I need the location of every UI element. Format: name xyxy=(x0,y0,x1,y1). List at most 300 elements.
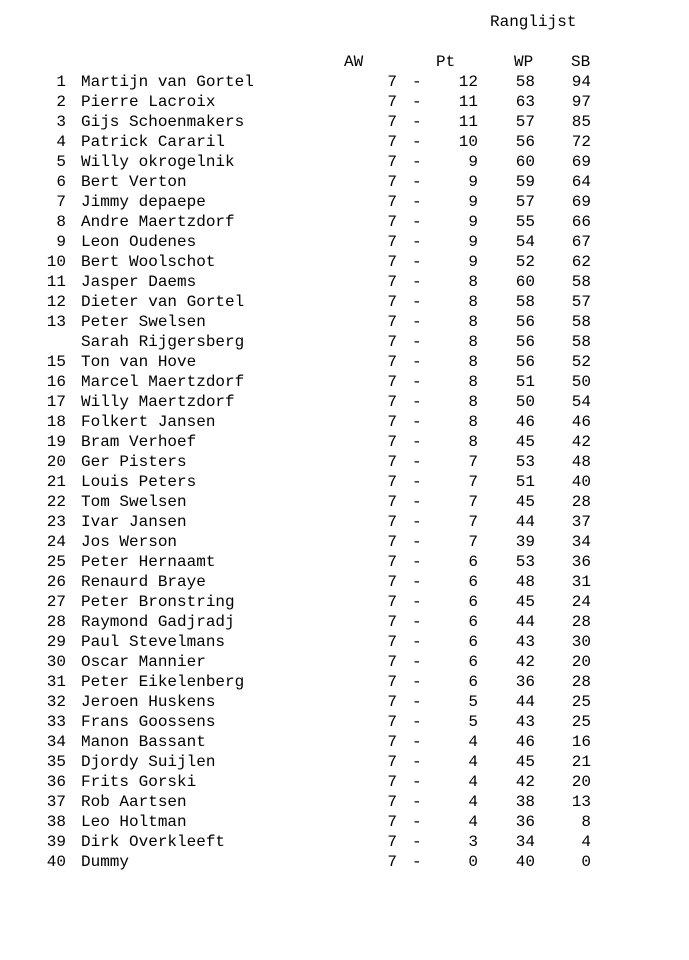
pt-cell: 9 xyxy=(468,213,478,231)
table-row xyxy=(0,573,689,593)
wp-cell: 45 xyxy=(515,753,535,771)
wp-cell: 38 xyxy=(515,793,535,811)
pt-cell: 9 xyxy=(468,193,478,211)
sb-cell: 85 xyxy=(571,113,591,131)
wp-cell: 45 xyxy=(515,493,535,511)
aw-cell: 7 xyxy=(387,753,397,771)
separator-dash: - xyxy=(412,613,422,631)
name-cell: Bram Verhoef xyxy=(81,433,197,451)
name-cell: Jeroen Huskens xyxy=(81,693,216,711)
name-cell: Renaurd Braye xyxy=(81,573,206,591)
table-row xyxy=(0,733,689,753)
pt-cell: 6 xyxy=(468,573,478,591)
rank-cell: 17 xyxy=(46,393,66,411)
rank-cell: 4 xyxy=(56,133,66,151)
rank-cell: 1 xyxy=(56,73,66,91)
wp-cell: 54 xyxy=(515,233,535,251)
pt-cell: 8 xyxy=(468,333,478,351)
sb-cell: 69 xyxy=(571,153,591,171)
aw-cell: 7 xyxy=(387,673,397,691)
aw-cell: 7 xyxy=(387,93,397,111)
name-cell: Peter Eikelenberg xyxy=(81,673,245,691)
sb-cell: 24 xyxy=(571,593,591,611)
aw-cell: 7 xyxy=(387,313,397,331)
table-row xyxy=(0,273,689,293)
separator-dash: - xyxy=(412,233,422,251)
sb-cell: 31 xyxy=(571,573,591,591)
sb-cell: 28 xyxy=(571,613,591,631)
aw-cell: 7 xyxy=(387,853,397,871)
aw-cell: 7 xyxy=(387,213,397,231)
table-row xyxy=(0,353,689,373)
name-cell: Leo Holtman xyxy=(81,813,187,831)
sb-cell: 25 xyxy=(571,693,591,711)
rank-cell: 38 xyxy=(46,813,66,831)
wp-cell: 42 xyxy=(515,773,535,791)
aw-cell: 7 xyxy=(387,133,397,151)
page-title: Ranglijst xyxy=(490,13,577,31)
sb-cell: 57 xyxy=(571,293,591,311)
separator-dash: - xyxy=(412,213,422,231)
separator-dash: - xyxy=(412,753,422,771)
table-row xyxy=(0,673,689,693)
sb-cell: 97 xyxy=(571,93,591,111)
sb-cell: 46 xyxy=(571,413,591,431)
sb-cell: 69 xyxy=(571,193,591,211)
rank-cell: 16 xyxy=(46,373,66,391)
rank-cell: 33 xyxy=(46,713,66,731)
table-row xyxy=(0,73,689,93)
table-row xyxy=(0,173,689,193)
pt-cell: 5 xyxy=(468,693,478,711)
sb-cell: 52 xyxy=(571,353,591,371)
sb-cell: 58 xyxy=(571,273,591,291)
rank-cell: 10 xyxy=(46,253,66,271)
pt-cell: 11 xyxy=(458,113,478,131)
aw-cell: 7 xyxy=(387,833,397,851)
pt-cell: 6 xyxy=(468,593,478,611)
rank-cell: 15 xyxy=(46,353,66,371)
rank-cell: 29 xyxy=(46,633,66,651)
wp-cell: 40 xyxy=(515,853,535,871)
sb-cell: 67 xyxy=(571,233,591,251)
pt-cell: 8 xyxy=(468,413,478,431)
table-row xyxy=(0,193,689,213)
sb-cell: 8 xyxy=(581,813,591,831)
name-cell: Willy Maertzdorf xyxy=(81,393,235,411)
rank-cell: 31 xyxy=(46,673,66,691)
table-row xyxy=(0,393,689,413)
table-row xyxy=(0,553,689,573)
rank-cell: 36 xyxy=(46,773,66,791)
aw-cell: 7 xyxy=(387,293,397,311)
table-row xyxy=(0,453,689,473)
rank-cell: 30 xyxy=(46,653,66,671)
separator-dash: - xyxy=(412,593,422,611)
aw-cell: 7 xyxy=(387,413,397,431)
separator-dash: - xyxy=(412,773,422,791)
aw-cell: 7 xyxy=(387,253,397,271)
separator-dash: - xyxy=(412,833,422,851)
pt-cell: 8 xyxy=(468,373,478,391)
aw-cell: 7 xyxy=(387,473,397,491)
table-row xyxy=(0,813,689,833)
wp-cell: 57 xyxy=(515,113,535,131)
separator-dash: - xyxy=(412,653,422,671)
aw-cell: 7 xyxy=(387,653,397,671)
pt-cell: 3 xyxy=(468,833,478,851)
sb-cell: 4 xyxy=(581,833,591,851)
aw-cell: 7 xyxy=(387,793,397,811)
pt-cell: 4 xyxy=(468,773,478,791)
name-cell: Dummy xyxy=(81,853,130,871)
table-row xyxy=(0,773,689,793)
pt-cell: 8 xyxy=(468,293,478,311)
table-row xyxy=(0,373,689,393)
table-row xyxy=(0,793,689,813)
rank-cell: 5 xyxy=(56,153,66,171)
rank-cell: 35 xyxy=(46,753,66,771)
rank-cell: 18 xyxy=(46,413,66,431)
rank-cell: 21 xyxy=(46,473,66,491)
table-row xyxy=(0,473,689,493)
aw-cell: 7 xyxy=(387,453,397,471)
name-cell: Bert Verton xyxy=(81,173,187,191)
table-row xyxy=(0,653,689,673)
table-row xyxy=(0,313,689,333)
table-row xyxy=(0,293,689,313)
rank-cell: 23 xyxy=(46,513,66,531)
separator-dash: - xyxy=(412,433,422,451)
table-row xyxy=(0,113,689,133)
pt-cell: 10 xyxy=(458,133,478,151)
rank-cell: 26 xyxy=(46,573,66,591)
sb-cell: 94 xyxy=(571,73,591,91)
aw-cell: 7 xyxy=(387,773,397,791)
pt-cell: 4 xyxy=(468,733,478,751)
sb-cell: 54 xyxy=(571,393,591,411)
aw-cell: 7 xyxy=(387,433,397,451)
rank-cell: 22 xyxy=(46,493,66,511)
pt-cell: 11 xyxy=(458,93,478,111)
table-row xyxy=(0,153,689,173)
rank-cell: 6 xyxy=(56,173,66,191)
aw-cell: 7 xyxy=(387,813,397,831)
pt-cell: 9 xyxy=(468,173,478,191)
wp-cell: 42 xyxy=(515,653,535,671)
name-cell: Rob Aartsen xyxy=(81,793,187,811)
name-cell: Folkert Jansen xyxy=(81,413,216,431)
table-row xyxy=(0,493,689,513)
aw-cell: 7 xyxy=(387,333,397,351)
table-row xyxy=(0,93,689,113)
separator-dash: - xyxy=(412,733,422,751)
rank-cell: 11 xyxy=(46,273,66,291)
rank-cell: 2 xyxy=(56,93,66,111)
separator-dash: - xyxy=(412,113,422,131)
wp-cell: 52 xyxy=(515,253,535,271)
wp-cell: 44 xyxy=(515,693,535,711)
pt-cell: 8 xyxy=(468,273,478,291)
sb-cell: 37 xyxy=(571,513,591,531)
name-cell: Willy okrogelnik xyxy=(81,153,235,171)
sb-cell: 72 xyxy=(571,133,591,151)
aw-cell: 7 xyxy=(387,553,397,571)
header-aw: AW xyxy=(344,53,364,71)
pt-cell: 9 xyxy=(468,253,478,271)
separator-dash: - xyxy=(412,273,422,291)
pt-cell: 7 xyxy=(468,493,478,511)
separator-dash: - xyxy=(412,853,422,871)
name-cell: Tom Swelsen xyxy=(81,493,187,511)
rank-cell: 39 xyxy=(46,833,66,851)
wp-cell: 56 xyxy=(515,313,535,331)
pt-cell: 7 xyxy=(468,513,478,531)
table-row xyxy=(0,593,689,613)
separator-dash: - xyxy=(412,553,422,571)
name-cell: Peter Hernaamt xyxy=(81,553,216,571)
wp-cell: 43 xyxy=(515,633,535,651)
table-row xyxy=(0,613,689,633)
sb-cell: 16 xyxy=(571,733,591,751)
table-row xyxy=(0,333,689,353)
aw-cell: 7 xyxy=(387,713,397,731)
sb-cell: 30 xyxy=(571,633,591,651)
wp-cell: 43 xyxy=(515,713,535,731)
rank-cell: 3 xyxy=(56,113,66,131)
sb-cell: 0 xyxy=(581,853,591,871)
wp-cell: 53 xyxy=(515,453,535,471)
sb-cell: 20 xyxy=(571,773,591,791)
separator-dash: - xyxy=(412,693,422,711)
aw-cell: 7 xyxy=(387,613,397,631)
rank-cell: 12 xyxy=(46,293,66,311)
name-cell: Marcel Maertzdorf xyxy=(81,373,245,391)
rank-cell: 13 xyxy=(46,313,66,331)
sb-cell: 20 xyxy=(571,653,591,671)
aw-cell: 7 xyxy=(387,693,397,711)
rank-cell: 8 xyxy=(56,213,66,231)
pt-cell: 5 xyxy=(468,713,478,731)
name-cell: Ivar Jansen xyxy=(81,513,187,531)
table-row xyxy=(0,213,689,233)
separator-dash: - xyxy=(412,333,422,351)
table-row xyxy=(0,253,689,273)
wp-cell: 39 xyxy=(515,533,535,551)
wp-cell: 45 xyxy=(515,593,535,611)
table-row xyxy=(0,433,689,453)
name-cell: Peter Bronstring xyxy=(81,593,235,611)
name-cell: Jos Werson xyxy=(81,533,178,551)
wp-cell: 46 xyxy=(515,733,535,751)
rank-cell: 19 xyxy=(46,433,66,451)
rank-cell: 27 xyxy=(46,593,66,611)
name-cell: Jasper Daems xyxy=(81,273,197,291)
rank-cell: 32 xyxy=(46,693,66,711)
name-cell: Gijs Schoenmakers xyxy=(81,113,245,131)
name-cell: Bert Woolschot xyxy=(81,253,216,271)
separator-dash: - xyxy=(412,473,422,491)
aw-cell: 7 xyxy=(387,533,397,551)
table-row xyxy=(0,853,689,873)
rank-cell: 37 xyxy=(46,793,66,811)
sb-cell: 58 xyxy=(571,313,591,331)
separator-dash: - xyxy=(412,633,422,651)
sb-cell: 40 xyxy=(571,473,591,491)
separator-dash: - xyxy=(412,153,422,171)
name-cell: Jimmy depaepe xyxy=(81,193,206,211)
pt-cell: 8 xyxy=(468,433,478,451)
table-row xyxy=(0,513,689,533)
sb-cell: 34 xyxy=(571,533,591,551)
name-cell: Ton van Hove xyxy=(81,353,197,371)
separator-dash: - xyxy=(412,413,422,431)
wp-cell: 36 xyxy=(515,673,535,691)
pt-cell: 9 xyxy=(468,153,478,171)
aw-cell: 7 xyxy=(387,513,397,531)
wp-cell: 55 xyxy=(515,213,535,231)
pt-cell: 9 xyxy=(468,233,478,251)
sb-cell: 58 xyxy=(571,333,591,351)
wp-cell: 56 xyxy=(515,133,535,151)
sb-cell: 50 xyxy=(571,373,591,391)
sb-cell: 21 xyxy=(571,753,591,771)
sb-cell: 62 xyxy=(571,253,591,271)
wp-cell: 51 xyxy=(515,373,535,391)
separator-dash: - xyxy=(412,513,422,531)
pt-cell: 6 xyxy=(468,673,478,691)
rank-cell: 20 xyxy=(46,453,66,471)
aw-cell: 7 xyxy=(387,73,397,91)
rank-cell: 34 xyxy=(46,733,66,751)
name-cell: Martijn van Gortel xyxy=(81,73,254,91)
wp-cell: 63 xyxy=(515,93,535,111)
separator-dash: - xyxy=(412,453,422,471)
sb-cell: 64 xyxy=(571,173,591,191)
name-cell: Raymond Gadjradj xyxy=(81,613,235,631)
wp-cell: 34 xyxy=(515,833,535,851)
pt-cell: 12 xyxy=(458,73,478,91)
table-row xyxy=(0,833,689,853)
wp-cell: 50 xyxy=(515,393,535,411)
rank-cell: 24 xyxy=(46,533,66,551)
aw-cell: 7 xyxy=(387,633,397,651)
pt-cell: 0 xyxy=(468,853,478,871)
separator-dash: - xyxy=(412,533,422,551)
pt-cell: 6 xyxy=(468,633,478,651)
sb-cell: 28 xyxy=(571,493,591,511)
aw-cell: 7 xyxy=(387,393,397,411)
sb-cell: 36 xyxy=(571,553,591,571)
table-row xyxy=(0,233,689,253)
pt-cell: 6 xyxy=(468,553,478,571)
name-cell: Leon Oudenes xyxy=(81,233,197,251)
wp-cell: 59 xyxy=(515,173,535,191)
rank-cell: 25 xyxy=(46,553,66,571)
rank-cell: 40 xyxy=(46,853,66,871)
separator-dash: - xyxy=(412,793,422,811)
table-row xyxy=(0,133,689,153)
aw-cell: 7 xyxy=(387,273,397,291)
separator-dash: - xyxy=(412,713,422,731)
name-cell: Louis Peters xyxy=(81,473,197,491)
wp-cell: 60 xyxy=(515,273,535,291)
table-row xyxy=(0,633,689,653)
name-cell: Patrick Cararil xyxy=(81,133,226,151)
aw-cell: 7 xyxy=(387,733,397,751)
header-wp: WP xyxy=(514,53,534,71)
rank-cell: 28 xyxy=(46,613,66,631)
wp-cell: 46 xyxy=(515,413,535,431)
table-row xyxy=(0,533,689,553)
separator-dash: - xyxy=(412,173,422,191)
pt-cell: 7 xyxy=(468,473,478,491)
separator-dash: - xyxy=(412,353,422,371)
separator-dash: - xyxy=(412,133,422,151)
aw-cell: 7 xyxy=(387,353,397,371)
aw-cell: 7 xyxy=(387,493,397,511)
separator-dash: - xyxy=(412,313,422,331)
wp-cell: 58 xyxy=(515,73,535,91)
wp-cell: 36 xyxy=(515,813,535,831)
separator-dash: - xyxy=(412,813,422,831)
wp-cell: 53 xyxy=(515,553,535,571)
wp-cell: 45 xyxy=(515,433,535,451)
name-cell: Peter Swelsen xyxy=(81,313,206,331)
pt-cell: 7 xyxy=(468,453,478,471)
sb-cell: 25 xyxy=(571,713,591,731)
pt-cell: 8 xyxy=(468,353,478,371)
aw-cell: 7 xyxy=(387,173,397,191)
aw-cell: 7 xyxy=(387,233,397,251)
wp-cell: 57 xyxy=(515,193,535,211)
pt-cell: 7 xyxy=(468,533,478,551)
pt-cell: 6 xyxy=(468,653,478,671)
name-cell: Djordy Suijlen xyxy=(81,753,216,771)
sb-cell: 42 xyxy=(571,433,591,451)
wp-cell: 48 xyxy=(515,573,535,591)
sb-cell: 13 xyxy=(571,793,591,811)
name-cell: Frans Goossens xyxy=(81,713,216,731)
rank-cell: 9 xyxy=(56,233,66,251)
name-cell: Oscar Mannier xyxy=(81,653,206,671)
aw-cell: 7 xyxy=(387,193,397,211)
wp-cell: 56 xyxy=(515,353,535,371)
wp-cell: 44 xyxy=(515,613,535,631)
name-cell: Dirk Overkleeft xyxy=(81,833,226,851)
table-row xyxy=(0,413,689,433)
table-row xyxy=(0,693,689,713)
name-cell: Ger Pisters xyxy=(81,453,187,471)
pt-cell: 6 xyxy=(468,613,478,631)
table-row xyxy=(0,713,689,733)
separator-dash: - xyxy=(412,253,422,271)
name-cell: Paul Stevelmans xyxy=(81,633,226,651)
aw-cell: 7 xyxy=(387,373,397,391)
aw-cell: 7 xyxy=(387,113,397,131)
separator-dash: - xyxy=(412,573,422,591)
name-cell: Andre Maertzdorf xyxy=(81,213,235,231)
pt-cell: 4 xyxy=(468,813,478,831)
sb-cell: 48 xyxy=(571,453,591,471)
aw-cell: 7 xyxy=(387,593,397,611)
pt-cell: 8 xyxy=(468,313,478,331)
pt-cell: 8 xyxy=(468,393,478,411)
wp-cell: 56 xyxy=(515,333,535,351)
wp-cell: 60 xyxy=(515,153,535,171)
separator-dash: - xyxy=(412,373,422,391)
name-cell: Sarah Rijgersberg xyxy=(81,333,245,351)
